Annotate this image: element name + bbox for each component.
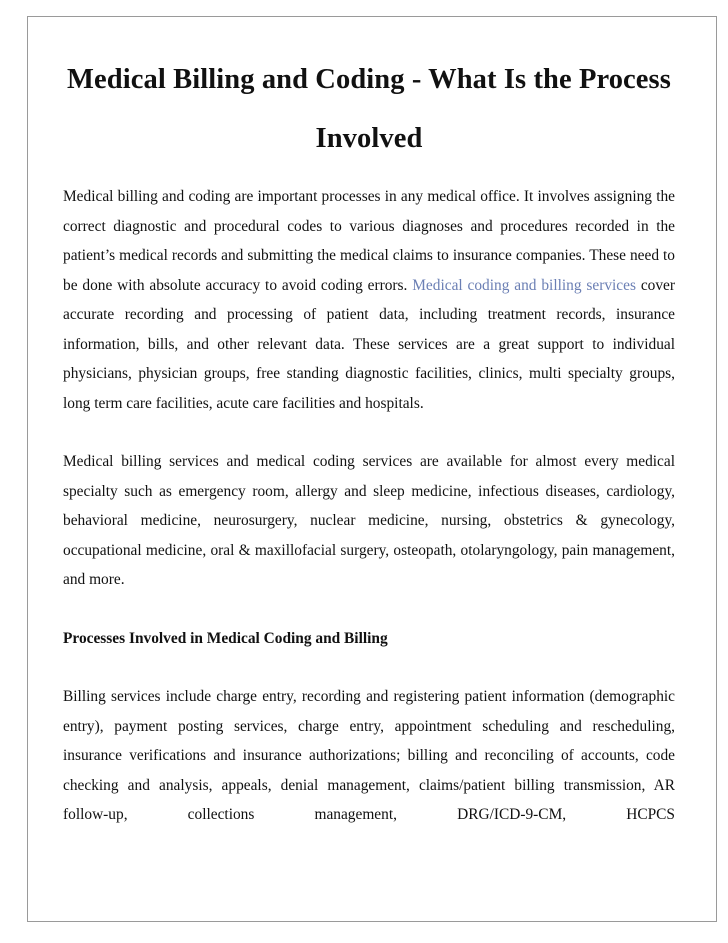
intro-text-after-link: cover accurate recording and processing of patient data, including treatment records, insurance information, bills, and other relevant data. These services are a great support to individual physicians, physician groups, free standing diagnostic facilities, clinics, multi specialty groups, long term care facilities, acute care facilities and hospitals.	[63, 276, 676, 412]
document-title: Medical Billing and Coding - What Is the Process Involved	[67, 64, 671, 154]
services-link[interactable]: Medical coding and billing services	[412, 276, 636, 294]
specialties-paragraph: Medical billing services and medical coding services are available for almost every medical specialty such as emergency room, allergy and sleep medicine, infectious diseases, cardiology, behavioral medicine, neurosurgery, nuclear medicine, nursing, obstetrics & gynecology, occupational medicine, oral & maxillofacial surgery, osteopath, otolaryngology, pain management, and more.	[63, 453, 675, 588]
billing-services-paragraph: Billing services include charge entry, recording and registering patient information (demographic entry), payment posting services, charge entry, appointment scheduling and rescheduling, insurance verifications and insurance authorizations; billing and reconciling of accounts, code checking and analysis, appeals, denial management, claims/patient billing transmission, AR follow-up, collections management, DRG/ICD-9-CM, HCPCS	[63, 688, 675, 823]
section-heading: Processes Involved in Medical Coding and Billing	[63, 629, 388, 647]
intro-text-before-link: Medical billing and coding are important processes in any medical office. It involves assigning the correct diagnostic and procedural codes to various diagnoses and procedures recorded in the patient’s medical records and submitting the medical claims to insurance companies. These need to be done with absolute accuracy to avoid coding errors.	[63, 188, 675, 294]
document-body	[63, 50, 675, 859]
intro-paragraph	[63, 182, 675, 418]
